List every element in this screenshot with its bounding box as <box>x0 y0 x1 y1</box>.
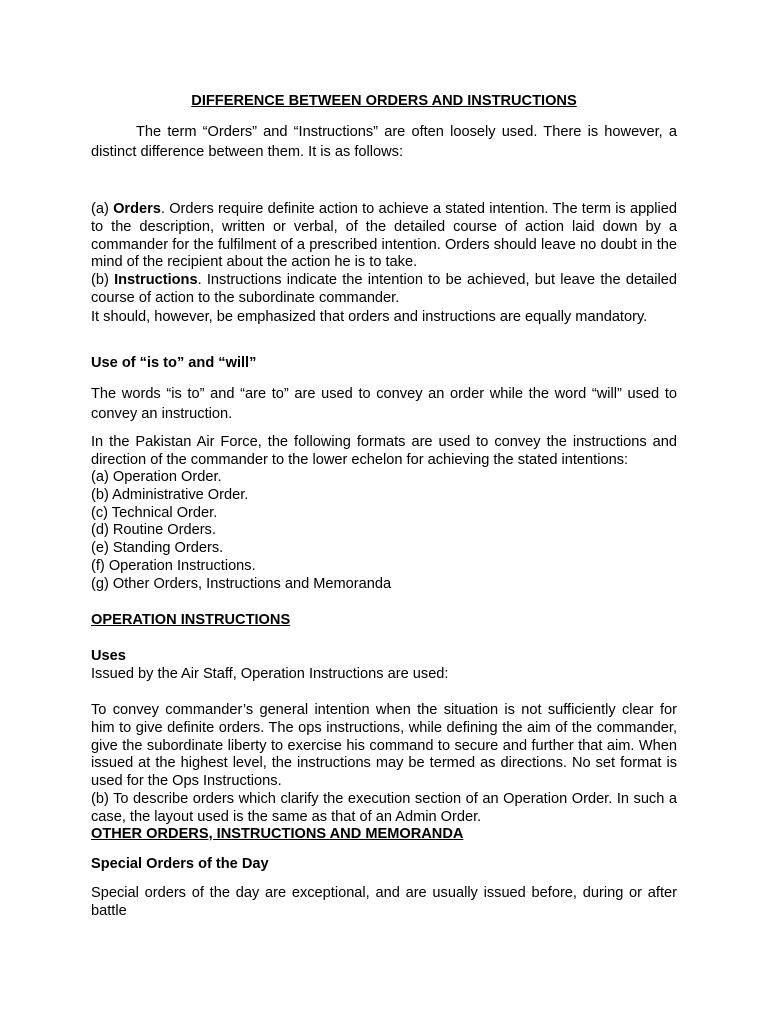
describe-paragraph: (b) To describe orders which clarify the execution section of an Operation Order. In such a case, the layout used is the same as that of an Admin Order. <box>91 791 677 825</box>
list-item: (a) Operation Order. <box>91 469 222 485</box>
mandatory-paragraph: It should, however, be emphasized that orders and instructions are equally mandatory. <box>91 309 648 325</box>
uses-heading: Uses <box>91 648 126 664</box>
special-orders-paragraph: Special orders of the day are exceptional, and are usually issued before, during or after battle <box>91 885 677 919</box>
paf-intro-paragraph: In the Pakistan Air Force, the following formats are used to convey the instructions and direction of the commander to the lower echelon for achieving the stated intentions: <box>91 434 677 468</box>
orders-text: . Orders require definite action to achieve a stated intention. The term is applied to the description, written or verbal, of the detailed course of action laid down by a commander for the fulfilment of a prescribed intention. Orders should leave no doubt in the mind of the recipient about the action he is to take. <box>91 201 678 271</box>
orders-prefix: (a) <box>91 201 114 217</box>
other-orders-heading: OTHER ORDERS, INSTRUCTIONS AND MEMORANDA <box>91 826 464 842</box>
list-item: (e) Standing Orders. <box>91 540 224 557</box>
list-item: (d) Routine Orders. <box>91 522 216 539</box>
convey-paragraph: To convey commander’s general intention when the situation is not sufficiently clear for him to give definite orders. The ops instructions, while defining the aim of the commander, give the subordinate liberty to exercise his command to secure and further that aim. When issued at the highest level, the instructions may be termed as directions. No set format is used for the Ops Instructions. <box>91 702 677 790</box>
page-title: DIFFERENCE BETWEEN ORDERS AND INSTRUCTIONS <box>191 93 577 109</box>
use-heading: Use of “is to” and “will” <box>91 355 257 371</box>
instructions-prefix: (b) <box>91 272 115 288</box>
instructions-term: Instructions <box>114 272 198 288</box>
list-item: (b) Administrative Order. <box>91 486 249 503</box>
special-orders-heading: Special Orders of the Day <box>91 856 269 872</box>
operation-instructions-heading: OPERATION INSTRUCTIONS <box>91 612 291 628</box>
instructions-paragraph <box>91 272 677 308</box>
orders-term: Orders <box>113 201 161 217</box>
use-paragraph: The words “is to” and “are to” are used to convey an order while the word “will” used to convey an instruction. <box>91 386 677 422</box>
orders-paragraph <box>91 201 677 272</box>
intro-paragraph: The term “Orders” and “Instructions” are often loosely used. There is however, a distinct difference between them. It is as follows: <box>91 124 677 160</box>
uses-paragraph: Issued by the Air Staff, Operation Instructions are used: <box>91 666 449 682</box>
list-item: (f) Operation Instructions. <box>91 557 256 574</box>
list-item: (c) Technical Order. <box>91 504 218 521</box>
instructions-text: . Instructions indicate the intention to be achieved, but leave the detailed course of action to the subordinate commander. <box>91 272 677 306</box>
formats-list <box>91 469 677 594</box>
list-item: (g) Other Orders, Instructions and Memoranda <box>91 575 392 592</box>
